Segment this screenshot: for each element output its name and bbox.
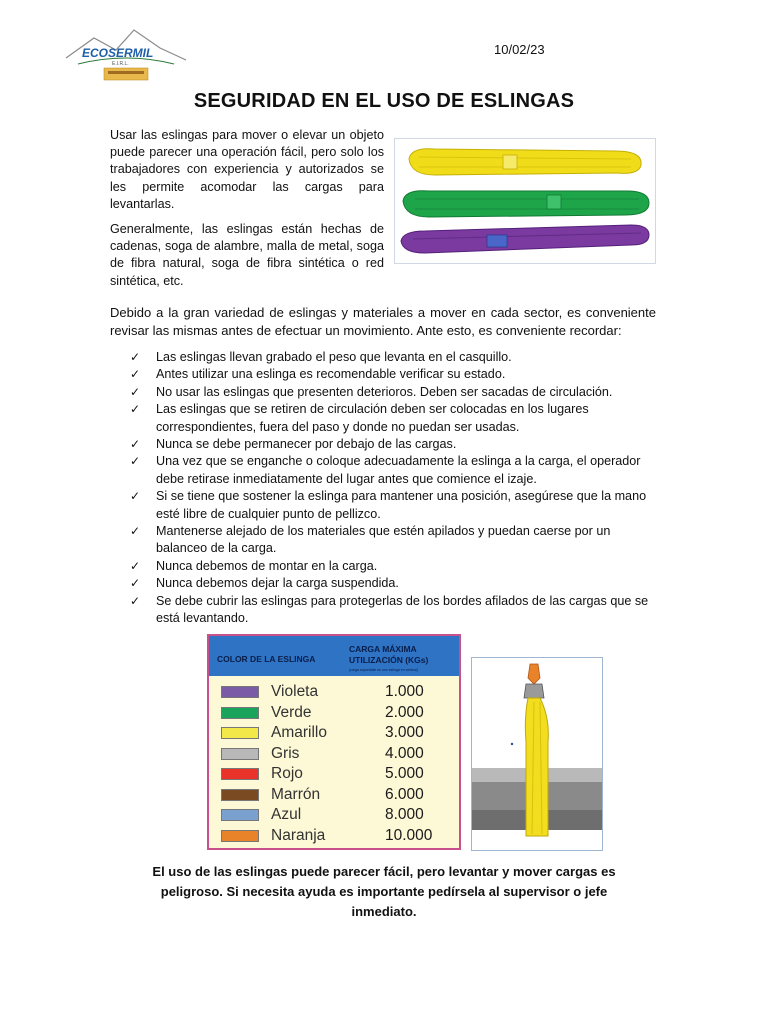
- load-capacity-table: [207, 634, 461, 850]
- checkmark-icon: ✓: [130, 593, 141, 608]
- color-name: Verde: [271, 703, 312, 721]
- list-item: [130, 593, 656, 628]
- color-name: Naranja: [271, 826, 326, 844]
- header-color: COLOR DE LA ESLINGA: [217, 654, 316, 664]
- list-item-text: Las eslingas llevan grabado el peso que levanta en el casquillo.: [156, 350, 512, 364]
- list-item-text: Si se tiene que sostener la eslinga para mantener una posición, asegúrese que la mano esté libre de cualquier punto de pellizco.: [156, 489, 647, 521]
- color-swatch: [221, 768, 259, 780]
- max-load: 1.000: [385, 683, 424, 700]
- lead-paragraph: Debido a la gran variedad de eslingas y materiales a mover en cada sector, es conveniente revisar las mismas antes de efectuar un movimiento. Ante esto, es conveniente recordar:: [110, 305, 656, 338]
- safety-checklist: [130, 349, 656, 628]
- intro-section: [110, 127, 384, 298]
- table-row: [209, 826, 459, 846]
- list-item-text: Mantenerse alejado de los materiales que estén apilados y puedan caerse por un balanceo de la carga.: [156, 524, 611, 556]
- list-item: [130, 453, 656, 488]
- color-name: Violeta: [271, 683, 319, 700]
- table-row: [209, 764, 459, 784]
- color-name: Amarillo: [271, 724, 327, 741]
- list-item-text: Nunca debemos de montar en la carga.: [156, 558, 378, 573]
- color-name: Gris: [271, 744, 300, 762]
- checkmark-icon: ✓: [130, 367, 141, 382]
- color-swatch: [221, 830, 259, 842]
- list-item-text: Una vez que se enganche o coloque adecuadamente la eslinga a la carga, el operador debe retirase inmediatamente del lugar antes que comience el izaje.: [156, 454, 641, 486]
- checkmark-icon: ✓: [130, 576, 141, 591]
- max-load: 6.000: [385, 785, 424, 803]
- table-row: [209, 723, 459, 743]
- page-title: SEGURIDAD EN EL USO DE ESLINGAS: [193, 90, 575, 112]
- color-swatch: [221, 748, 259, 760]
- checkmark-icon: ✓: [130, 437, 141, 452]
- checkmark-icon: ✓: [130, 350, 141, 364]
- intro-paragraph-2: Generalmente, las eslingas están hechas de cadenas, soga de alambre, malla de metal, soga de fibra natural, soga de fibra sintética o red sintética, etc.: [110, 222, 384, 288]
- list-item: [130, 384, 656, 401]
- table-row: [209, 703, 459, 723]
- max-load: 3.000: [385, 724, 424, 741]
- max-load: 4.000: [385, 744, 424, 762]
- table-row: [209, 785, 459, 805]
- color-swatch: [221, 727, 259, 739]
- logo-text: ECOSERMIL: [82, 46, 154, 60]
- header-load: CARGA MÁXIMA UTILIZACIÓN (KGs): [349, 644, 429, 665]
- table-header: [209, 636, 459, 676]
- list-item: [130, 558, 656, 575]
- max-load: 8.000: [385, 806, 424, 823]
- list-item-text: Se debe cubrir las eslingas para protegerlas de los bordes afilados de las cargas que se está levantando.: [156, 593, 649, 626]
- color-swatch: [221, 789, 259, 801]
- color-name: Marrón: [271, 785, 321, 803]
- list-item: [130, 436, 656, 453]
- list-item: [130, 401, 656, 436]
- checkmark-icon: ✓: [130, 384, 141, 399]
- checkmark-icon: ✓: [130, 402, 141, 417]
- list-item: [130, 488, 656, 523]
- checkmark-icon: ✓: [130, 558, 141, 573]
- header-note: (carga soportable en uso eslinga en vertical): [349, 668, 418, 672]
- list-item-text: Las eslingas que se retiren de circulación deben ser colocadas en los lugares correspondientes, fuera del paso y donde no puedan ser usadas.: [156, 402, 589, 434]
- checkmark-icon: ✓: [130, 524, 141, 539]
- sling-hook-photo: [471, 657, 603, 851]
- color-swatch: [221, 707, 259, 719]
- list-item-text: Antes utilizar una eslinga es recomendable verificar su estado.: [156, 367, 506, 382]
- checkmark-icon: ✓: [130, 489, 141, 504]
- color-name: Azul: [271, 806, 302, 823]
- color-name: Rojo: [271, 765, 303, 782]
- list-item-text: Nunca debemos dejar la carga suspendida.: [156, 576, 399, 591]
- list-item-text: Nunca se debe permanecer por debajo de las cargas.: [156, 437, 457, 452]
- list-item: [130, 523, 656, 558]
- company-logo: [64, 24, 188, 84]
- list-item: [130, 349, 656, 366]
- color-swatch: [221, 809, 259, 821]
- document-date: 10/02/23: [494, 42, 545, 57]
- checkmark-icon: ✓: [130, 454, 141, 469]
- max-load: 2.000: [385, 703, 424, 721]
- max-load: 10.000: [385, 826, 433, 844]
- table-row: [209, 744, 459, 764]
- color-swatch: [221, 686, 259, 698]
- max-load: 5.000: [385, 765, 424, 782]
- table-row: [209, 682, 459, 702]
- list-item: [130, 366, 656, 383]
- intro-paragraph-1: Usar las eslingas para mover o elevar un objeto puede parecer una operación fácil, pero solo los trabajadores con experiencia y autorizados se les permite acomodar las cargas para levantarlas.: [110, 128, 384, 211]
- slings-photo: [394, 138, 656, 264]
- list-item-text: No usar las eslingas que presenten deterioros. Deben ser sacadas de circulación.: [156, 384, 613, 399]
- footer-note: El uso de las eslingas puede parecer fácil, pero levantar y mover cargas es peligroso. Si necesita ayuda es importante pedírsela al supervisor o jefe inmediato.: [152, 864, 616, 919]
- logo-subtext: E.I.R.L.: [112, 61, 129, 67]
- list-item: [130, 575, 656, 592]
- table-row: [209, 805, 459, 825]
